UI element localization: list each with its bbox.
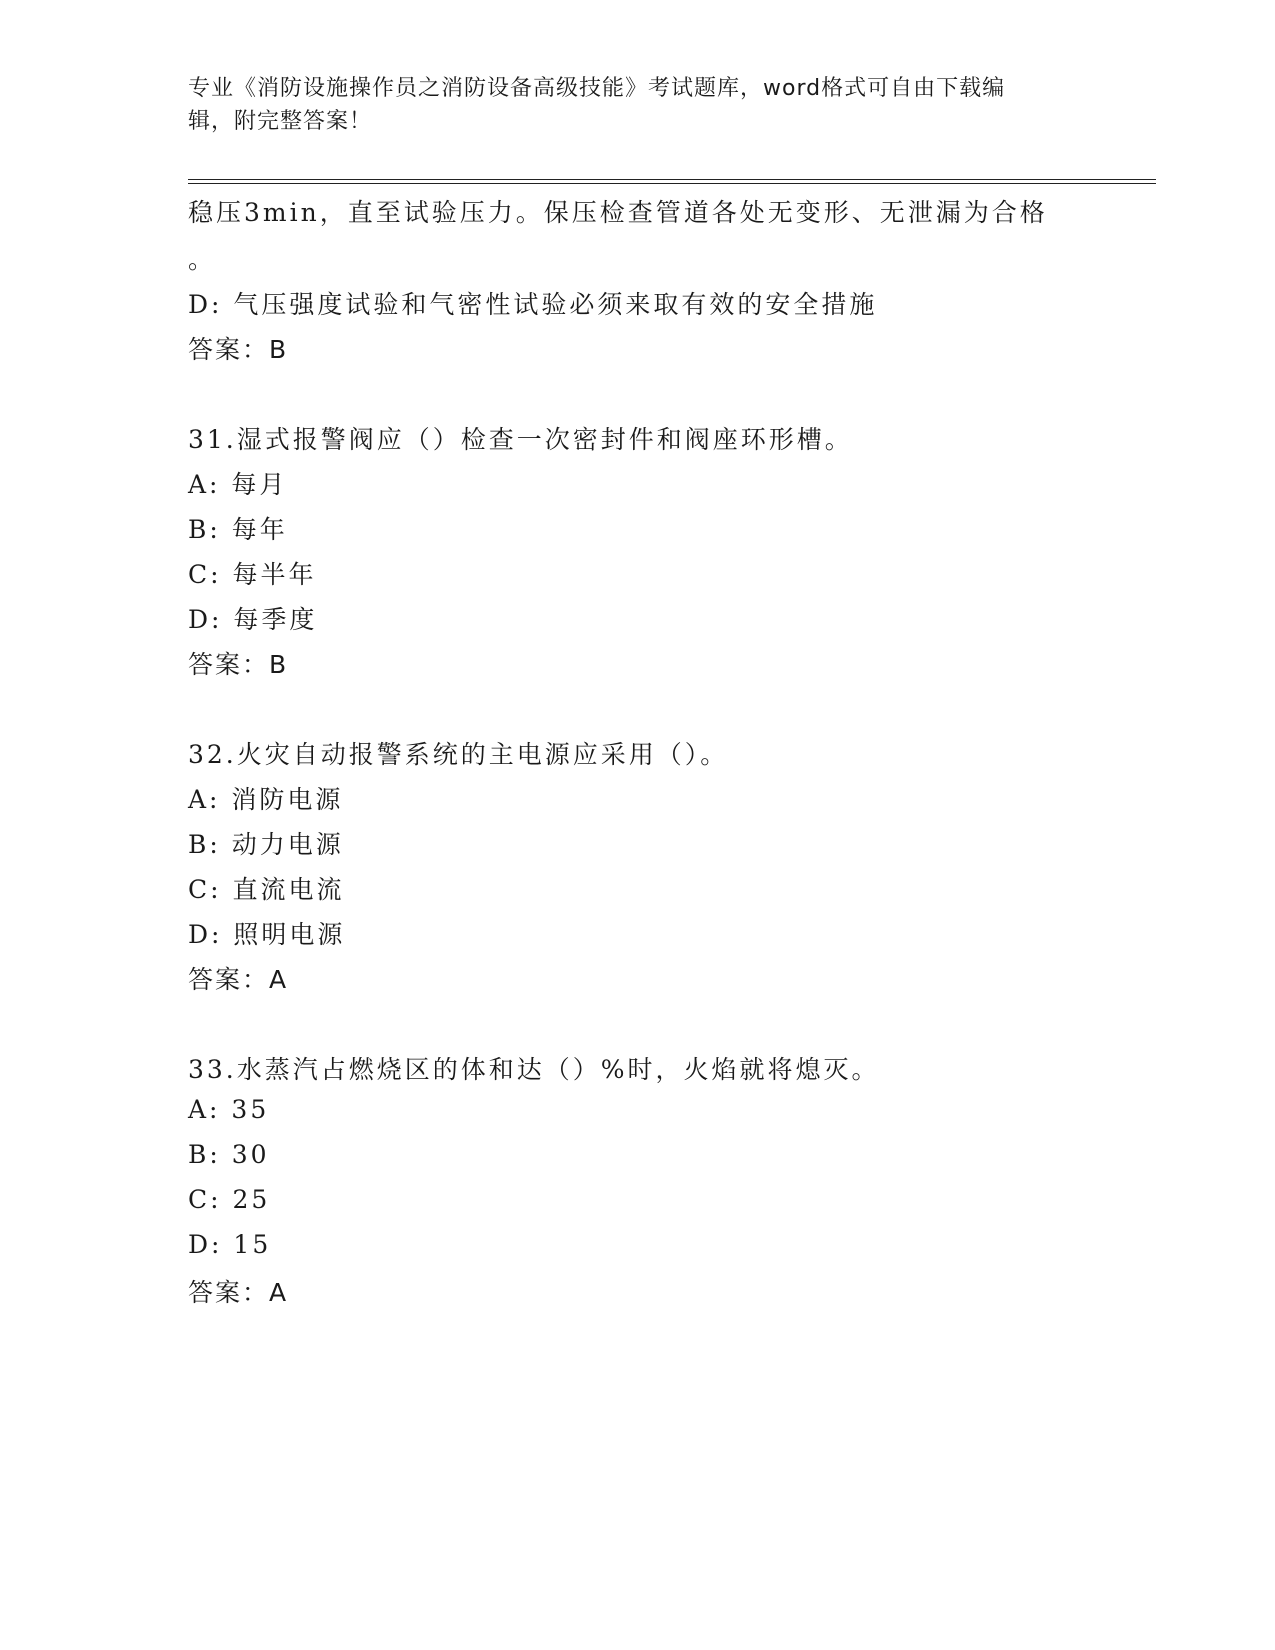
question-31-answer: 答案：B (188, 650, 289, 679)
header-line-1: 专业《消防设施操作员之消防设备高级技能》考试题库，word格式可自由下载编 (188, 76, 1006, 101)
question-31-stem: 31.湿式报警阀应（）检查一次密封件和阀座环形槽。 (188, 425, 853, 454)
question-32-stem: 32.火灾自动报警系统的主电源应采用（）。 (188, 740, 729, 769)
continuation-answer: 答案：B (188, 335, 289, 364)
question-32-option-c: C: 直流电流 (188, 875, 345, 904)
header-divider-top (188, 179, 1156, 180)
question-31-option-a: A: 每月 (188, 470, 288, 499)
question-31-option-c: C: 每半年 (188, 560, 317, 589)
continuation-text-line-2: 。 (188, 245, 217, 274)
question-33-option-c: C: 25 (188, 1185, 271, 1214)
document-header (188, 72, 1068, 138)
continuation-option-d: D: 气压强度试验和气密性试验必须来取有效的安全措施 (188, 290, 878, 319)
continuation-text-line-1: 稳压3min，直至试验压力。保压检查管道各处无变形、无泄漏为合格 (188, 198, 1048, 227)
question-32-option-b: B: 动力电源 (188, 830, 344, 859)
question-33-option-d: D: 15 (188, 1230, 272, 1259)
question-31-option-b: B: 每年 (188, 515, 288, 544)
question-31-option-d: D: 每季度 (188, 605, 318, 634)
question-33-answer: 答案：A (188, 1278, 289, 1307)
question-32-option-d: D: 照明电源 (188, 920, 346, 949)
question-33-stem: 33.水蒸汽占燃烧区的体和达（）%时，火焰就将熄灭。 (188, 1055, 880, 1084)
question-33-option-b: B: 30 (188, 1140, 270, 1169)
header-divider-bottom (188, 183, 1156, 184)
question-33-option-a: A: 35 (188, 1095, 270, 1124)
header-line-2: 辑，附完整答案！ (188, 109, 373, 134)
question-32-answer: 答案：A (188, 965, 289, 994)
question-32-option-a: A: 消防电源 (188, 785, 344, 814)
